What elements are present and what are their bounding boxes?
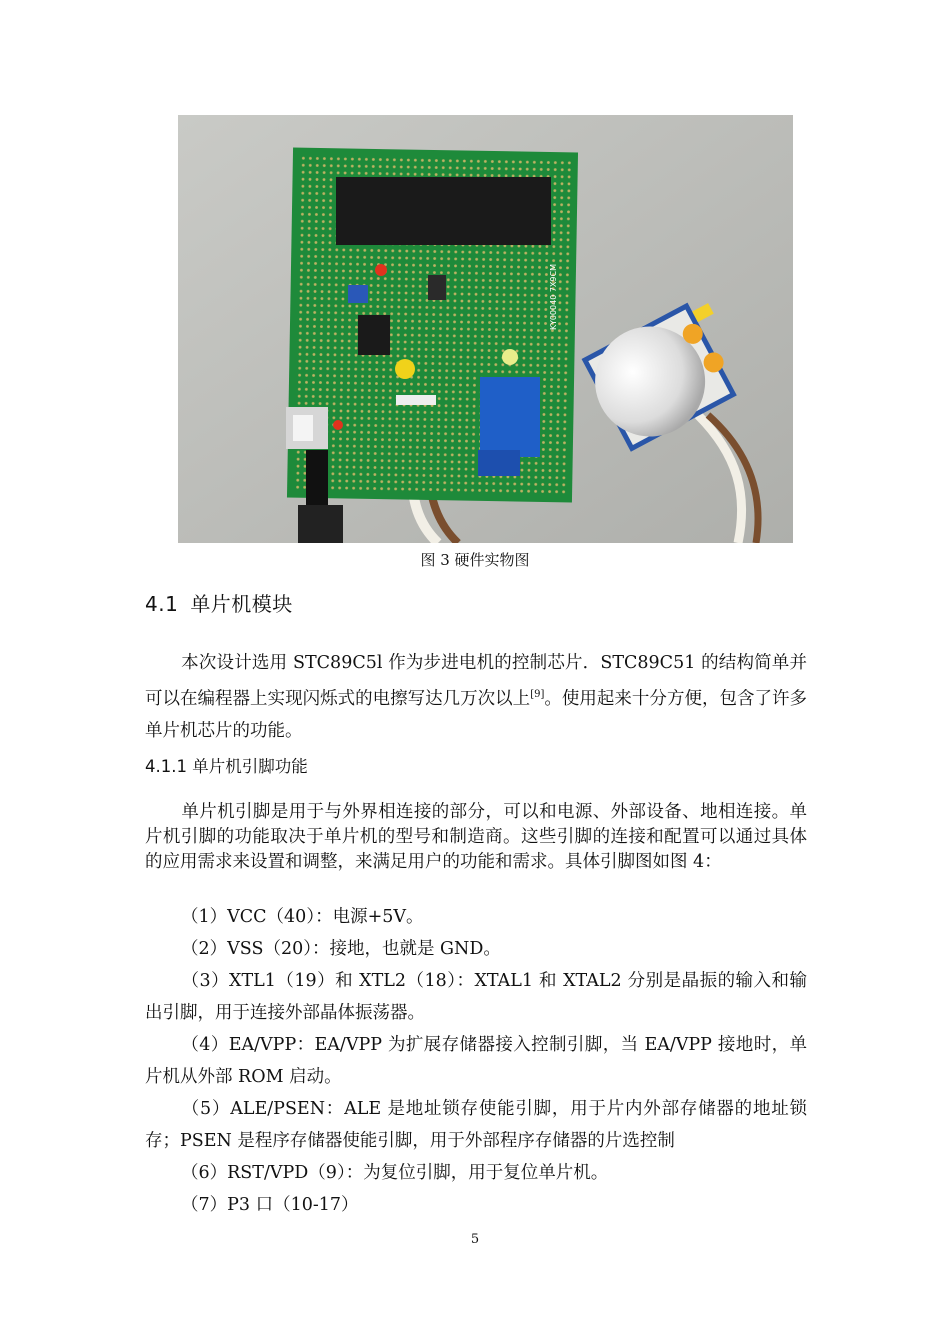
pin-item-text: （3）XTL1（19）和 XTL2（18）：XTAL1 和 XTAL2 分别是晶振的输入和输出引脚，用于连接外部晶体振荡器。 — [145, 971, 807, 1023]
paragraph-intro-tail: 。使用起来十分方便，包含了许多单片机芯片的功能。 — [145, 689, 808, 741]
pin-item — [145, 901, 807, 933]
pin-item — [145, 1093, 807, 1157]
pin-item — [145, 1157, 807, 1189]
paragraph-pins-intro-text: 单片机引脚是用于与外界相连接的部分，可以和电源、外部设备、地相连接。单片机引脚的功能取决于单片机的型号和制造商。这些引脚的连接和配置可以通过具体的应用需求来设置和调整，来满足用户的功能和需求。具体引脚图如图 4： — [145, 802, 807, 872]
pin-item-text: （2）VSS（20）：接地，也就是 GND。 — [181, 939, 501, 959]
pin-item-text: （7）P3 口（10-17） — [181, 1195, 359, 1215]
pin-item — [145, 965, 807, 1029]
hardware-photo — [178, 115, 793, 543]
subsection-heading: 4.1.1 单片机引脚功能 — [145, 757, 308, 776]
pin-item-text: （1）VCC（40）：电源+5V。 — [181, 907, 424, 927]
pin-item-text: （6）RST/VPD（9）：为复位引脚，用于复位单片机。 — [181, 1163, 609, 1183]
section-title: 单片机模块 — [190, 592, 293, 616]
paragraph-pins-intro — [145, 800, 807, 875]
pin-item-text: （4）EA/VPP：EA/VPP 为扩展存储器接入控制引脚，当 EA/VPP 接地时，单片机从外部 ROM 启动。 — [145, 1035, 807, 1087]
citation-ref: [9] — [530, 689, 545, 700]
page-number: 5 — [470, 1232, 480, 1247]
paragraph-intro — [145, 647, 807, 747]
board-label: KY00040 7X9CM — [549, 264, 558, 330]
pin-item — [145, 933, 807, 965]
pin-item — [145, 1029, 807, 1093]
pin-item — [145, 1189, 807, 1221]
paragraph-intro-text: 本次设计选用 STC89C5l 作为步进电机的控制芯片．STC89C51 的结构简单并可以在编程器上实现闪烁式的电擦写达几万次以上 — [145, 653, 807, 709]
figure-caption: 图 3 硬件实物图 — [420, 551, 530, 569]
section-heading — [145, 588, 293, 617]
section-number: 4.1 — [145, 592, 179, 616]
pin-item-text: （5）ALE/PSEN：ALE 是地址锁存使能引脚，用于片内外部存储器的地址锁存；PSEN 是程序存储器使能引脚，用于外部程序存储器的片选控制 — [145, 1099, 807, 1151]
